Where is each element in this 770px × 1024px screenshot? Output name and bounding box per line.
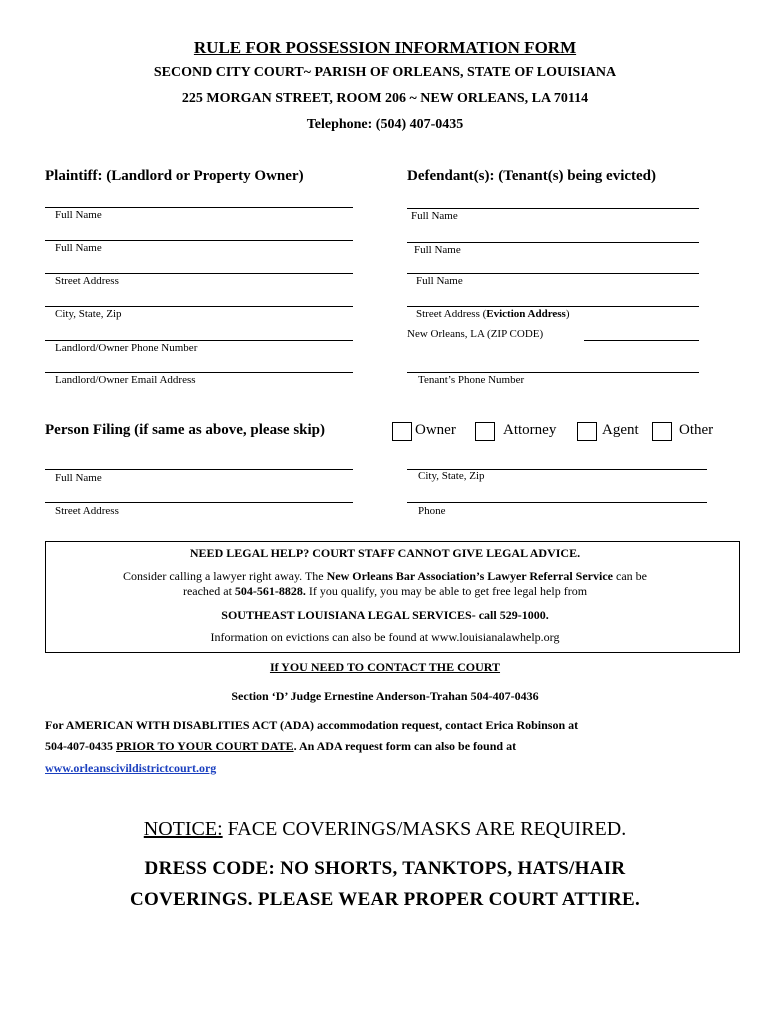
plaintiff-name-1-label: Full Name: [55, 209, 102, 221]
plaintiff-phone-label: Landlord/Owner Phone Number: [55, 342, 198, 354]
court-website-link[interactable]: www.orleanscivildistrictcourt.org: [45, 761, 217, 775]
dress-code-line-1: DRESS CODE: NO SHORTS, TANKTOPS, HATS/HAIR: [144, 858, 626, 879]
owner-option-label: Owner: [415, 422, 456, 438]
plaintiff-street-label: Street Address: [55, 275, 119, 287]
plaintiff-name-2-label: Full Name: [55, 242, 102, 254]
person-filing-heading: Person Filing (if same as above, please skip): [45, 422, 325, 438]
plaintiff-email-input[interactable]: [45, 372, 353, 373]
judge-line: Section ‘D’ Judge Ernestine Anderson-Trahan 504-407-0436: [231, 689, 539, 703]
legal-help-heading: NEED LEGAL HELP? COURT STAFF CANNOT GIVE LEGAL ADVICE.: [189, 546, 581, 560]
filer-street-label: Street Address: [55, 505, 119, 517]
plaintiff-city-input[interactable]: [45, 306, 353, 307]
slls-line: SOUTHEAST LOUISIANA LEGAL SERVICES- call 529-1000.: [221, 608, 549, 622]
defendant-zip-input[interactable]: [584, 340, 699, 341]
plaintiff-email-label: Landlord/Owner Email Address: [55, 374, 196, 386]
legal-help-line-2: reached at 504-561-8828. If you qualify, you may be able to get free legal help from: [182, 584, 588, 598]
notice-line: NOTICE: FACE COVERINGS/MASKS ARE REQUIRED.: [143, 818, 627, 840]
website-line: [45, 761, 216, 776]
ada-line-1: For AMERICAN WITH DISABLITIES ACT (ADA) accommodation request, contact Erica Robinson at: [45, 718, 579, 732]
plaintiff-name-2-input[interactable]: [45, 240, 353, 241]
agent-option-label: Agent: [602, 422, 639, 438]
defendant-name-3-input[interactable]: [407, 273, 699, 274]
legal-help-line-1: Consider calling a lawyer right away. The New Orleans Bar Association’s Lawyer Referral Service can be: [123, 569, 647, 583]
filer-street-input[interactable]: [45, 502, 353, 503]
plaintiff-heading: Plaintiff: (Landlord or Property Owner): [45, 168, 304, 184]
defendant-name-3-label: Full Name: [416, 275, 463, 287]
court-name: SECOND CITY COURT~ PARISH OF ORLEANS, STATE OF LOUISIANA: [153, 65, 617, 80]
agent-checkbox[interactable]: [577, 422, 597, 441]
owner-checkbox[interactable]: [392, 422, 412, 441]
filer-name-label: Full Name: [55, 472, 102, 484]
defendant-street-input[interactable]: [407, 306, 699, 307]
attorney-checkbox[interactable]: [475, 422, 495, 441]
filer-phone-input[interactable]: [407, 502, 707, 503]
defendant-heading: Defendant(s): (Tenant(s) being evicted): [407, 168, 657, 184]
filer-phone-label: Phone: [418, 505, 446, 517]
defendant-phone-label: Tenant’s Phone Number: [418, 374, 525, 386]
plaintiff-phone-input[interactable]: [45, 340, 353, 341]
defendant-name-2-input[interactable]: [407, 242, 699, 243]
defendant-name-2-label: Full Name: [414, 244, 461, 256]
filer-city-label: City, State, Zip: [418, 470, 485, 482]
form-title: RULE FOR POSSESSION INFORMATION FORM: [193, 38, 577, 57]
defendant-zip-label: New Orleans, LA (ZIP CODE): [407, 328, 544, 340]
other-checkbox[interactable]: [652, 422, 672, 441]
court-address: 225 MORGAN STREET, ROOM 206 ~ NEW ORLEANS, LA 70114: [181, 91, 589, 106]
defendant-name-1-label: Full Name: [411, 210, 458, 222]
contact-heading: If YOU NEED TO CONTACT THE COURT: [269, 660, 501, 674]
attorney-option-label: Attorney: [503, 422, 557, 438]
plaintiff-city-label: City, State, Zip: [55, 308, 122, 320]
defendant-name-1-input[interactable]: [407, 208, 699, 209]
other-option-label: Other: [679, 422, 714, 438]
defendant-street-label: Street Address (Eviction Address): [416, 308, 570, 320]
dress-code-line-2: COVERINGS. PLEASE WEAR PROPER COURT ATTIRE.: [129, 889, 641, 910]
evictions-info-line: Information on evictions can also be found at www.louisianalawhelp.org: [210, 630, 560, 644]
defendant-phone-input[interactable]: [407, 372, 699, 373]
court-telephone: Telephone: (504) 407-0435: [306, 117, 464, 132]
filer-name-input[interactable]: [45, 469, 353, 470]
plaintiff-street-input[interactable]: [45, 273, 353, 274]
ada-line-2: 504-407-0435 PRIOR TO YOUR COURT DATE. An ADA request form can also be found at: [45, 739, 517, 753]
plaintiff-name-1-input[interactable]: [45, 207, 353, 208]
